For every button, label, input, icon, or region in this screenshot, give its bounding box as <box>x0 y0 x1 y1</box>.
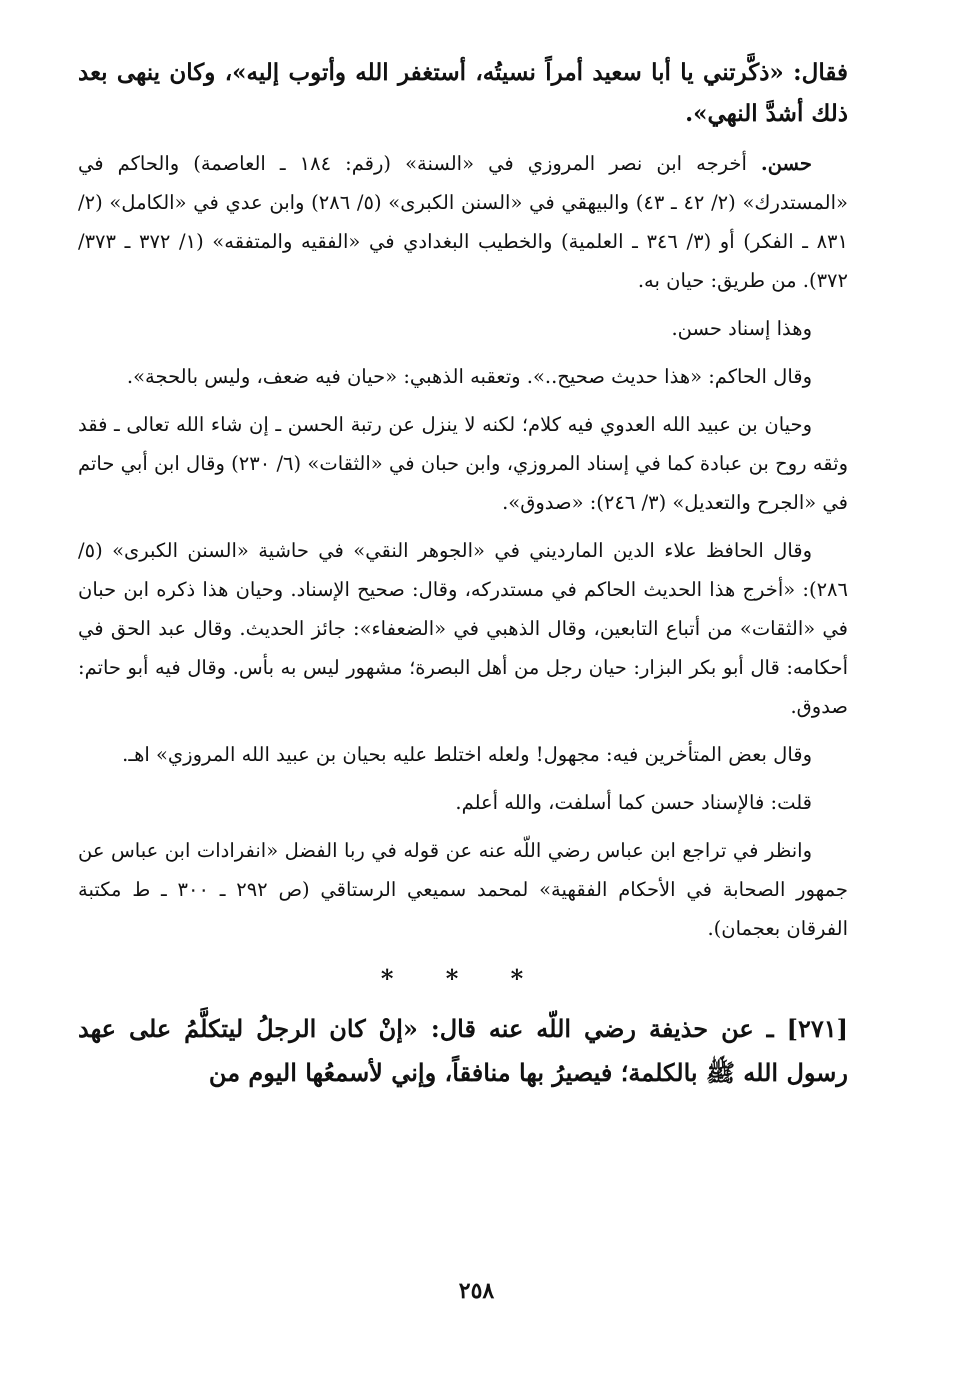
see-also-paragraph: وانظر في تراجع ابن عباس رضي اللّه عنه عن قوله في ربا الفضل «انفرادات ابن عباس عن جمهور الصحابة في الأحكام الفقهية» لمحمد سميعي الرستاقي (ص ٢٩٢ ـ ٣٠٠ ـ ط مكتبة الفرقان بعجمان). <box>78 839 848 940</box>
hayyan-paragraph: وحيان بن عبيد الله العدوي فيه كلام؛ لكنه لا ينزل عن رتبة الحسن ـ إن شاء الله تعالى ـ فقد وثقه روح بن عبادة كما في إسناد المروزي، وابن حبان في «الثقات» (٦/ ٢٣٠) وقال ابن أبي حاتم في «الجرح والتعديل» (٣/ ٢٤٦): «صدوق». <box>78 413 848 514</box>
hakim-paragraph: وقال الحاكم: «هذا حديث صحيح..». وتعقبه الذهبي: «حيان فيه ضعف، وليس بالحجة». <box>126 365 812 388</box>
takhrij-paragraph <box>78 144 848 300</box>
mardini-paragraph: وقال الحافظ علاء الدين المارديني في «الجوهر النقي» في حاشية «السنن الكبرى» (٥/ ٢٨٦): «أخرج هذا الحديث الحاكم في مستدركه، وقال: صحيح الإسناد. وحيان هذا ذكره ابن حبان في «الثقات» من أتباع التابعين، وقال الذهبي في «الضعفاء»: جائز الحديث. وقال عبد الحق في أحكامه: قال أبو بكر البزار: حيان رجل من أهل البصرة؛ مشهور ليس به بأس. وقال فيه أبو حاتم: صدوق. <box>78 539 848 718</box>
continuation-paragraph: فقال: «ذكَّرتني يا أبا سعيد أمراً نسيتُه، أستغفر الله وأتوب إليه»، وكان ينهى بعد ذلك أشدَّ النهي». <box>78 59 848 127</box>
takhrij-text: أخرجه ابن نصر المروزي في «السنة» (رقم: ١٨٤ ـ العاصمة) والحاكم في «المستدرك» (٢/ ٤٢ ـ ٤٣) والبيهقي في «السنن الكبرى» (٥/ ٢٨٦) وابن عدي في «الكامل» (٢/ ٨٣١ ـ الفكر) أو (٣/ ٣٤٦ ـ العلمية) والخطيب البغدادي في «الفقيه والمتفقه» (١/ ٣٧٢ ـ ٣٧٣/ ٣٧٢). من طريق: حيان به. <box>78 152 848 292</box>
hadith-paragraph: [٢٧١] ـ عن حذيفة رضي اللّه عنه قال: «إنْ كان الرجلُ ليتكلَّمُ على عهد رسول الله ﷺ بالكلمة؛ فيصيرُ بها منافقاً، وإني لأسمعُها اليوم من <box>78 1014 848 1087</box>
grade-word: حسن. <box>760 152 812 175</box>
isnad-paragraph: وهذا إسناد حسن. <box>671 317 812 340</box>
conclusion-paragraph: قلت: فالإسناد حسن كما أسلفت، والله أعلم. <box>455 791 812 814</box>
section-separator: * * * <box>380 964 546 993</box>
later-scholars-paragraph: وقال بعض المتأخرين فيه: مجهول! ولعله اختلط عليه بحيان بن عبيد الله المروزي» اهـ. <box>122 743 812 766</box>
page-number: ٢٥٨ <box>458 1278 495 1304</box>
